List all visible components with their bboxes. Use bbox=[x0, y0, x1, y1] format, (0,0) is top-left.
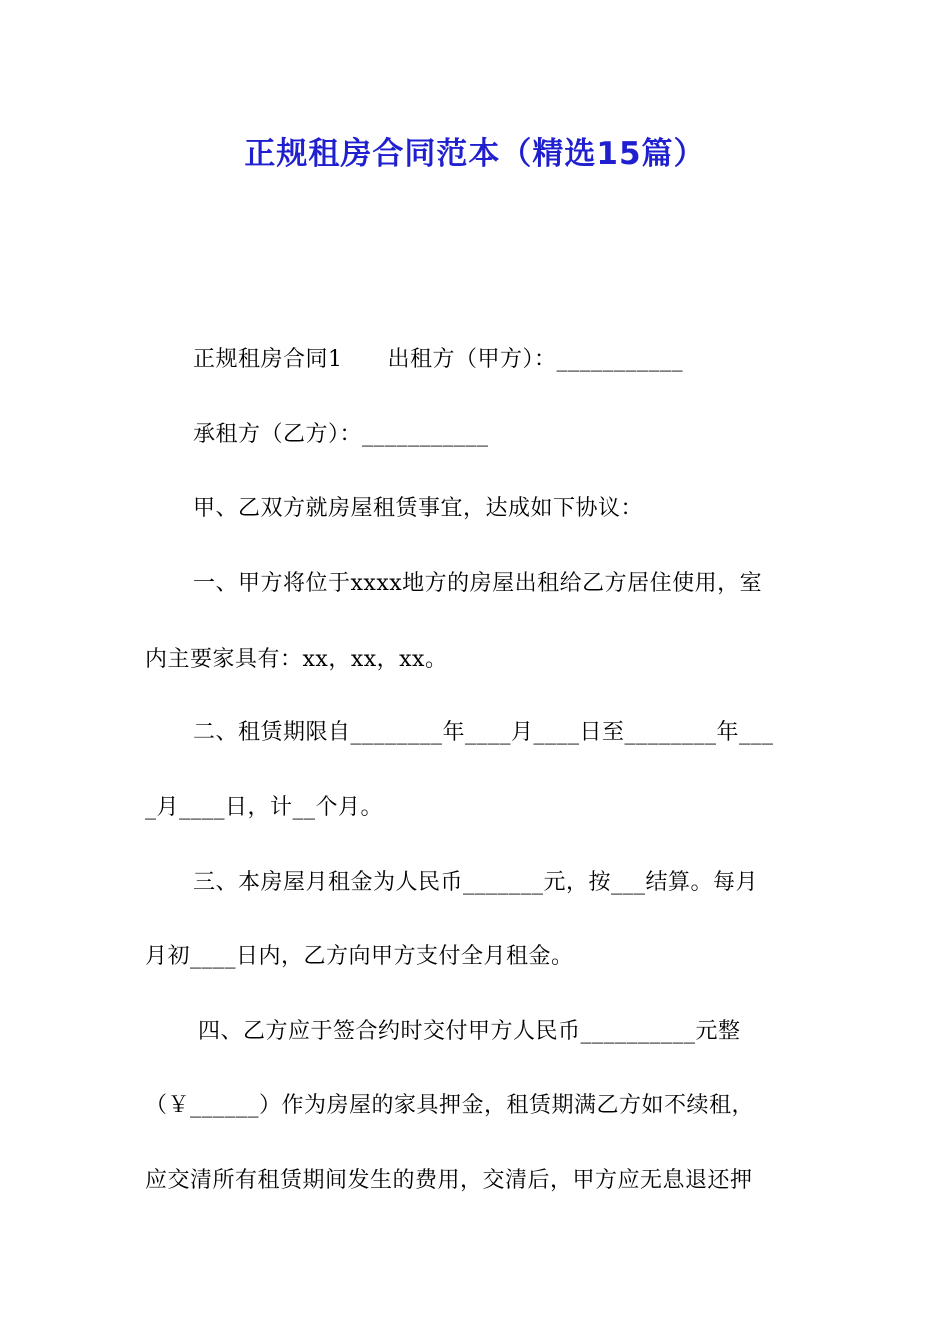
paragraph-line: （￥______）作为房屋的家具押金，租赁期满乙方如不续租， bbox=[145, 1093, 755, 1118]
paragraph-line: 内主要家具有：xx，xx，xx。 bbox=[145, 647, 448, 672]
paragraph-line: 应交清所有租赁期间发生的费用，交清后，甲方应无息退还押 bbox=[145, 1168, 753, 1193]
paragraph-line: 正规租房合同1 出租方（甲方）：___________ bbox=[193, 347, 683, 372]
paragraph-line: 承租方（乙方）：___________ bbox=[193, 422, 489, 447]
document-title: 正规租房合同范本（精选15篇） bbox=[244, 136, 706, 172]
paragraph-line: 二、租赁期限自________年____月____日至________年___ bbox=[193, 720, 774, 745]
paragraph-line: 四、乙方应于签合约时交付甲方人民币__________元整 bbox=[198, 1019, 741, 1044]
paragraph-line: 月初____日内，乙方向甲方支付全月租金。 bbox=[145, 944, 574, 969]
paragraph-line: _月____日，计__个月。 bbox=[145, 795, 384, 820]
paragraph-line: 一、甲方将位于xxxx地方的房屋出租给乙方居住使用，室 bbox=[193, 571, 763, 596]
paragraph-line: 甲、乙双方就房屋租赁事宜，达成如下协议： bbox=[193, 496, 644, 521]
paragraph-line: 三、本房屋月租金为人民币_______元，按___结算。每月 bbox=[193, 870, 759, 895]
